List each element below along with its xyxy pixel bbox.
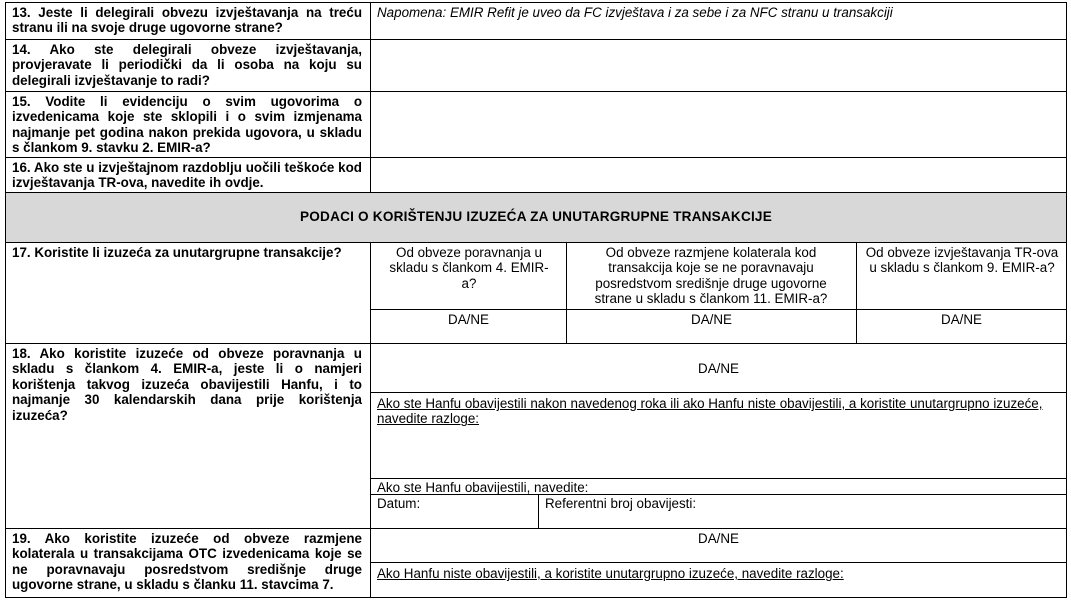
rule bbox=[370, 478, 1067, 479]
q17-answer-clearing[interactable]: DA/NE bbox=[448, 312, 489, 327]
q17-answer-collateral[interactable]: DA/NE bbox=[691, 312, 732, 327]
rule bbox=[5, 157, 1067, 158]
question-16: 16. Ako ste u izvještajnom razdoblju uočili teškoće kod izvještavanja TR-ova, navedite ih ovdje. bbox=[12, 160, 362, 191]
rule bbox=[5, 2, 1067, 3]
question-15: 15. Vodite li evidenciju o svim ugovorima o izvedenicama koje ste sklopili i o svim izmjenama najmanje pet godina nakon prekida ugovora, u skladu s člankom 9. stavku 2. EMIR-a? bbox=[12, 94, 362, 156]
q19-reasons-prompt: Ako Hanfu niste obavijestili, a koristite unutargrupno izuzeće, navedite razloge: bbox=[377, 566, 844, 581]
rule bbox=[538, 494, 539, 529]
question-15-answer-field[interactable] bbox=[372, 93, 1065, 156]
q17-column-clearing: Od obveze poravnanja u skladu s člankom 4. EMIR-a? bbox=[389, 245, 549, 291]
rule bbox=[370, 392, 1067, 393]
rule bbox=[5, 528, 1067, 529]
rule bbox=[1066, 2, 1067, 598]
rule bbox=[5, 597, 1067, 598]
q19-answer[interactable]: DA/NE bbox=[698, 531, 739, 546]
question-17: 17. Koristite li izuzeća za unutargrupne transakcije? bbox=[12, 245, 342, 260]
q17-answer-reporting[interactable]: DA/NE bbox=[941, 312, 982, 327]
question-14: 14. Ako ste delegirali obveze izvještavanja, provjeravate li periodički da li osoba na koju su delegirali izvještavanje to radi? bbox=[12, 42, 362, 88]
question-16-answer-field[interactable] bbox=[372, 159, 1065, 191]
question-13: 13. Jeste li delegirali obvezu izvještavanja na treću stranu ili na svoje druge ugovorne strane? bbox=[12, 5, 362, 36]
question-18: 18. Ako koristite izuzeće od obveze poravnanja u skladu s člankom 4. EMIR-a, jeste li o namjeri korištenja takvog izuzeća obavijestili Hanfu, i to najmanje 30 kalendarskih dana prije korištenja izuzeća? bbox=[12, 346, 362, 423]
question-14-answer-field[interactable] bbox=[372, 41, 1065, 90]
q17-column-reporting: Od obveze izvještavanja TR-ova u skladu s člankom 9. EMIR-a? bbox=[865, 245, 1059, 276]
question-13-note: Napomena: EMIR Refit je uveo da FC izvještava i za sebe i za NFC stranu u transakciji bbox=[377, 5, 893, 20]
q18-reference-number-label: Referentni broj obavijesti: bbox=[545, 496, 697, 511]
rule bbox=[5, 192, 1067, 193]
rule bbox=[370, 562, 1067, 563]
rule bbox=[5, 343, 1067, 344]
rule bbox=[5, 242, 1067, 243]
rule bbox=[370, 309, 1067, 310]
rule bbox=[566, 242, 567, 344]
q18-notified-prompt: Ako ste Hanfu obavijestili, navedite: bbox=[377, 480, 589, 495]
q18-reasons-prompt: Ako ste Hanfu obavijestili nakon navedenog roka ili ako Hanfu niste obavijestili, a koristite unutargrupno izuzeće, navedite razloge: bbox=[377, 396, 1043, 427]
rule bbox=[370, 2, 371, 193]
rule bbox=[5, 39, 1067, 40]
q18-date-label: Datum: bbox=[377, 496, 421, 511]
rule bbox=[5, 91, 1067, 92]
question-19: 19. Ako koristite izuzeće od obveze razmjene kolaterala u transakcijama OTC izvedenicama koje se ne poravnavaju posredstvom središnje druge ugovorne strane, u skladu s članku 11. stavcima 7. bbox=[12, 531, 362, 593]
q17-column-collateral: Od obveze razmjene kolaterala kod transakcija koje se ne poravnavaju posredstvom središnje druge ugovorne strane u skladu s člankom 11. EMIR-a? bbox=[594, 245, 828, 307]
rule bbox=[5, 2, 6, 598]
q18-reasons-field[interactable] bbox=[372, 430, 1065, 476]
q18-answer[interactable]: DA/NE bbox=[698, 361, 739, 376]
rule bbox=[856, 242, 857, 344]
section-title: PODACI O KORIŠTENJU IZUZEĆA ZA UNUTARGRUPNE TRANSAKCIJE bbox=[300, 209, 772, 224]
